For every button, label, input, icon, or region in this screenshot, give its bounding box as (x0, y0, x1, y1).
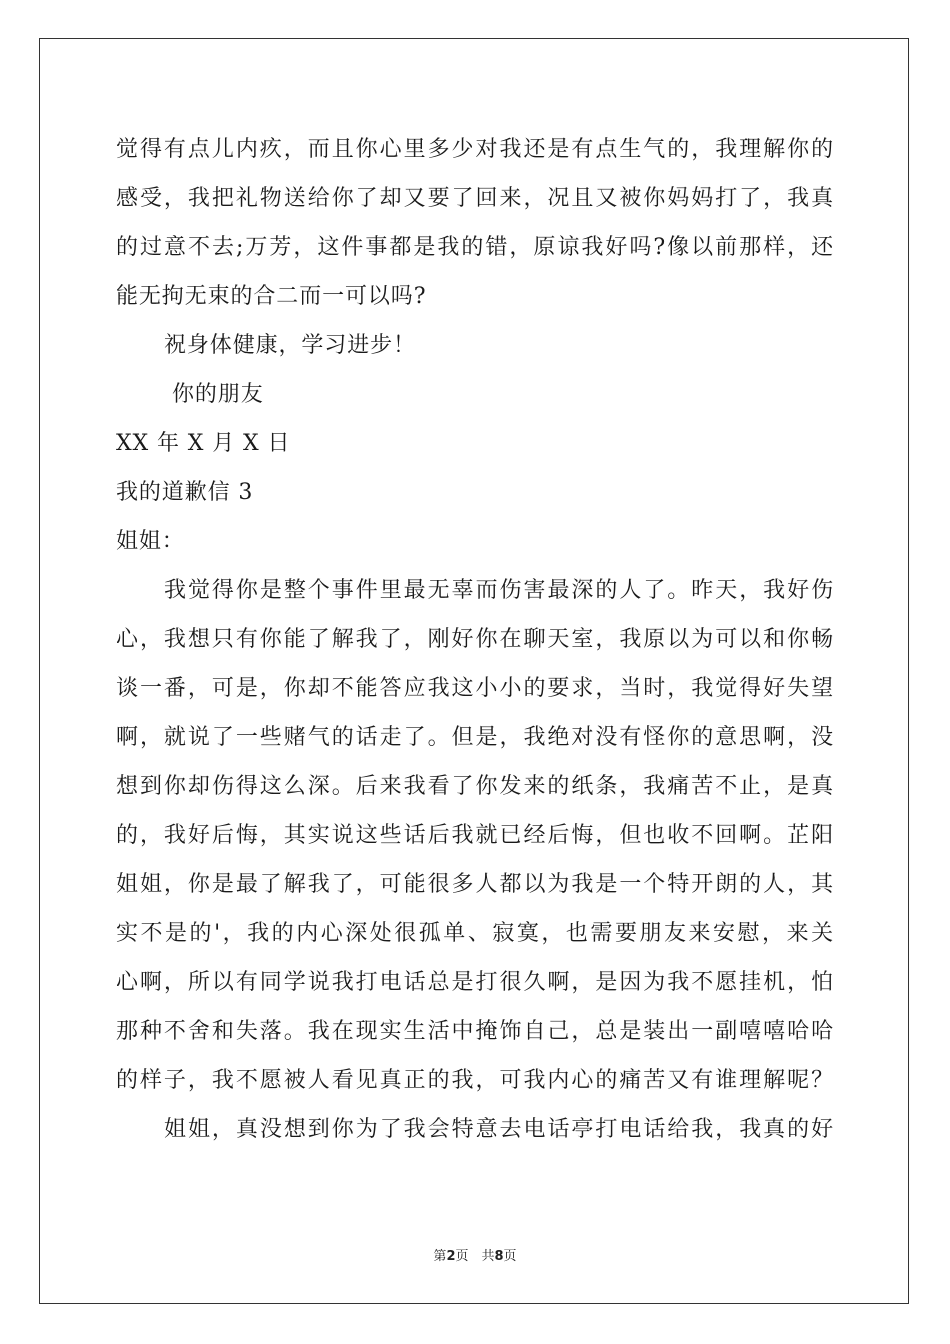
text-line: 的样子，我不愿被人看见真正的我，可我内心的痛苦又有谁理解呢？ (116, 1068, 834, 1093)
text-line: 能无拘无束的合二而一可以吗? (116, 284, 427, 309)
text-line: 实不是的'，我的内心深处很孤单、寂寞，也需要朋友来安慰，来关 (116, 921, 834, 946)
footer-suffix: 页 (503, 1249, 517, 1264)
text-line: 的过意不去;万芳，这件事都是我的错，原谅我好吗?像以前那样，还 (116, 235, 834, 260)
text-line: 心，我想只有你能了解我了，刚好你在聊天室，我原以为可以和你畅 (116, 627, 834, 652)
footer-mid: 页 共 (455, 1249, 495, 1264)
salutation: 姐姐： (116, 529, 185, 554)
total-page-number: 8 (494, 1249, 504, 1264)
footer-prefix: 第 (433, 1249, 447, 1264)
current-page-number: 2 (446, 1249, 456, 1264)
letter-date: XX 年 X 月 X 日 (116, 431, 291, 456)
text-line: 姐姐，你是最了解我了，可能很多人都以为我是一个特开朗的人，其 (116, 872, 834, 897)
signature: 你的朋友 (172, 382, 264, 407)
page-number-footer (0, 1245, 950, 1264)
section-title: 我的道歉信 3 (116, 480, 254, 505)
text-line: 我觉得你是整个事件里最无辜而伤害最深的人了。昨天，我好伤 (164, 578, 834, 603)
text-line: 谈一番，可是，你却不能答应我这小小的要求，当时，我觉得好失望 (116, 676, 834, 701)
text-line: 那种不舍和失落。我在现实生活中掩饰自己，总是装出一副嘻嘻哈哈 (116, 1019, 834, 1044)
text-line: 姐姐，真没想到你为了我会特意去电话亭打电话给我，我真的好 (164, 1117, 834, 1142)
text-line: 的，我好后悔，其实说这些话后我就已经后悔，但也收不回啊。芷阳 (116, 823, 834, 848)
text-line: 感受，我把礼物送给你了却又要了回来，况且又被你妈妈打了，我真 (116, 186, 834, 211)
text-line: 觉得有点儿内疚，而且你心里多少对我还是有点生气的，我理解你的 (116, 137, 834, 162)
text-line: 想到你却伤得这么深。后来我看了你发来的纸条，我痛苦不止，是真 (116, 774, 834, 799)
text-line: 心啊，所以有同学说我打电话总是打很久啊，是因为我不愿挂机，怕 (116, 970, 834, 995)
closing-wish: 祝身体健康，学习进步！ (164, 333, 416, 358)
text-line: 啊，就说了一些赌气的话走了。但是，我绝对没有怪你的意思啊，没 (116, 725, 834, 750)
